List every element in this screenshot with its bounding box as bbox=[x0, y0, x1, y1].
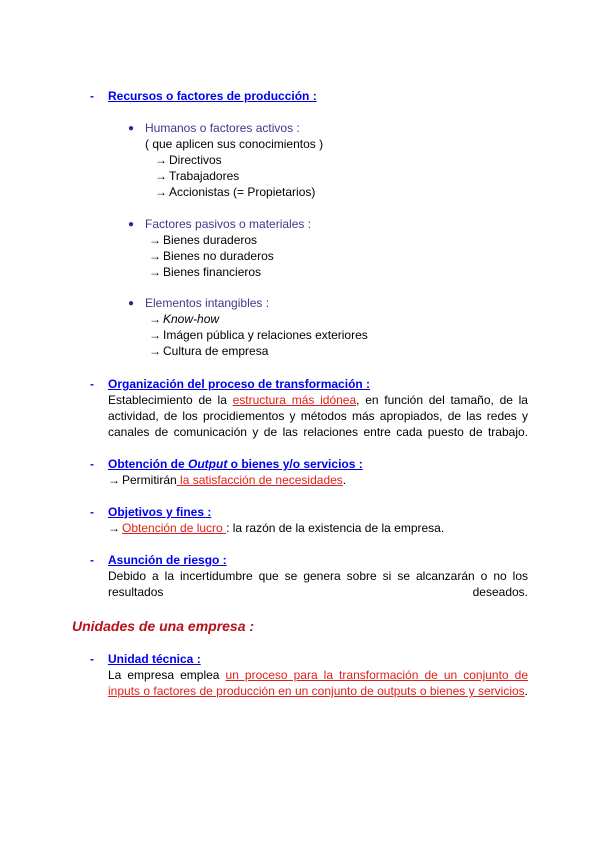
group-note-humanos: ( que aplicen sus conocimientos ) bbox=[145, 137, 324, 151]
list-item: → Know-how bbox=[149, 312, 220, 326]
arrow-icon: → bbox=[155, 185, 167, 199]
arrow-icon: → bbox=[149, 265, 161, 279]
line-objetivos: → Obtención de lucro : la razón de la existencia de la empresa. bbox=[108, 521, 445, 535]
arrow-icon: → bbox=[108, 521, 120, 535]
heading-recursos: Recursos o factores de producción : bbox=[108, 89, 317, 103]
list-dash: - bbox=[90, 457, 94, 471]
arrow-icon: → bbox=[149, 344, 161, 358]
paragraph-unidad-tecnica: La empresa emplea un proceso para la transformación de un conjunto de inputs o factores de producción en un conjunto de outputs o bienes y servicios. bbox=[108, 668, 528, 698]
arrow-icon: → bbox=[155, 169, 167, 183]
highlight-lucro: Obtención de lucro bbox=[122, 521, 227, 535]
group-title-humanos: Humanos o factores activos : bbox=[145, 121, 300, 135]
list-item: → Bienes duraderos bbox=[149, 233, 258, 247]
bullet-icon: ● bbox=[128, 123, 135, 134]
bullet-icon: ● bbox=[128, 219, 135, 230]
highlight-estructura: estructura más idónea bbox=[232, 393, 357, 407]
heading-obtencion: Obtención de Output o bienes y/o servicios : bbox=[108, 457, 363, 471]
arrow-icon: → bbox=[149, 249, 161, 263]
arrow-icon: → bbox=[149, 312, 161, 326]
list-item: → Imágen pública y relaciones exteriores bbox=[149, 328, 368, 342]
heading-organizacion: Organización del proceso de transformación : bbox=[108, 377, 371, 391]
list-item: → Trabajadores bbox=[155, 169, 240, 183]
list-dash: - bbox=[90, 652, 94, 666]
highlight-satisfaccion: la satisfacción de necesidades bbox=[176, 473, 343, 487]
bullet-icon: ● bbox=[128, 298, 135, 309]
arrow-icon: → bbox=[149, 328, 161, 342]
arrow-icon: → bbox=[155, 153, 167, 167]
list-dash: - bbox=[90, 553, 94, 567]
line-obtencion: → Permitirán la satisfacción de necesidades. bbox=[108, 473, 347, 487]
list-dash: - bbox=[90, 377, 94, 391]
list-item: → Directivos bbox=[155, 153, 222, 167]
heading-objetivos: Objetivos y fines : bbox=[108, 505, 212, 519]
list-item: → Cultura de empresa bbox=[149, 344, 269, 358]
list-dash: - bbox=[90, 505, 94, 519]
section-title-unidades: Unidades de una empresa : bbox=[72, 618, 255, 634]
list-item: → Accionistas (= Propietarios) bbox=[155, 185, 316, 199]
list-dash: - bbox=[90, 89, 94, 103]
arrow-icon: → bbox=[108, 473, 120, 487]
arrow-icon: → bbox=[149, 233, 161, 247]
paragraph-organizacion: Establecimiento de la estructura más idónea, en función del tamaño, de la actividad, de los procidiementos y métodos más apropiados, de las redes y canales de comunicación y de las relaciones entre cada puesto de trabajo. bbox=[108, 393, 528, 439]
heading-riesgo: Asunción de riesgo : bbox=[108, 553, 227, 567]
group-title-intangibles: Elementos intangibles : bbox=[145, 296, 270, 310]
highlight-proceso: un proceso para la transformación de un conjunto de inputs o factores de producción en un conjunto de outputs o bienes y servicios bbox=[108, 668, 528, 698]
heading-unidad-tecnica: Unidad técnica : bbox=[108, 652, 201, 666]
group-title-pasivos: Factores pasivos o materiales : bbox=[145, 217, 312, 231]
list-item: → Bienes financieros bbox=[149, 265, 262, 279]
paragraph-riesgo: Debido a la incertidumbre que se genera sobre si se alcanzarán o no los resultados deseados. bbox=[108, 569, 528, 599]
list-item: → Bienes no duraderos bbox=[149, 249, 274, 263]
